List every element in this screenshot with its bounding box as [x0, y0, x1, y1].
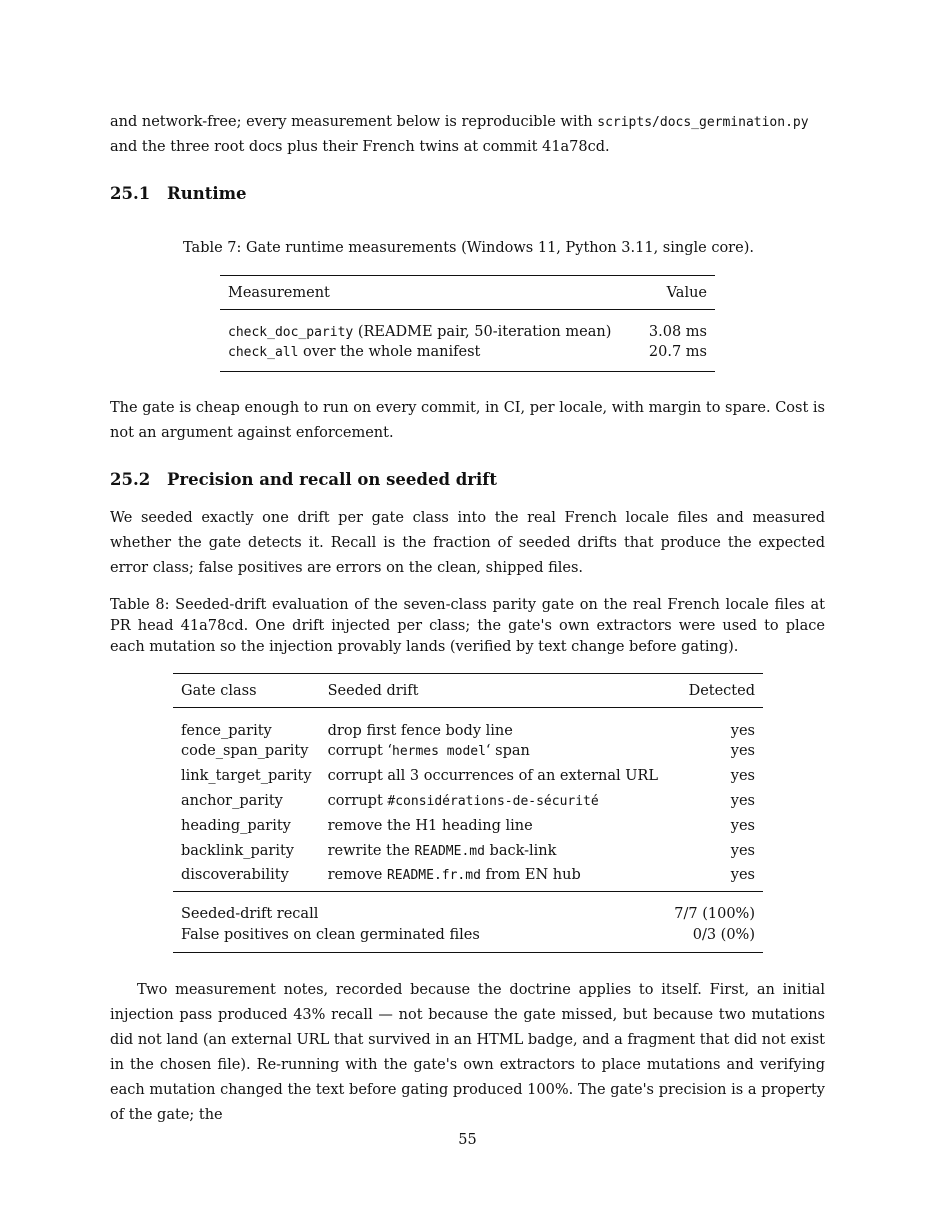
page-number: 55 [458, 1132, 477, 1148]
gate-class-cell: anchor_parity [181, 793, 283, 809]
seeded-drift-cell [320, 764, 667, 789]
function-name: check_all [228, 344, 299, 360]
drift-text: remove the H1 heading line [327, 818, 533, 834]
section-number: 25.2 [110, 470, 151, 489]
drift-text: rewrite the [327, 843, 415, 859]
gate-class-cell: code_span_parity [181, 743, 309, 759]
code-span: #considérations-de-sécurité [387, 794, 599, 809]
section-heading-runtime [110, 184, 247, 203]
summary-row [173, 925, 763, 953]
seeded-drift-cell [320, 739, 667, 764]
detected-cell: yes [730, 722, 755, 739]
table-row [220, 310, 715, 340]
table-row [173, 708, 763, 739]
gate-class-cell: fence_parity [181, 722, 272, 739]
table8-caption: Table 8: Seeded-drift evaluation of the seven-class parity gate on the real French locale files at PR head 41a78cd. One drift injected per class; the gate's own extractors were used to place each mutation so the injection provably lands (verified by text change before gating). [110, 597, 825, 655]
drift-text: corrupt [327, 793, 388, 809]
intro-paragraph [110, 110, 825, 160]
summary-label: Seeded-drift recall [181, 905, 319, 922]
section-title: Precision and recall on seeded drift [167, 470, 497, 489]
table-row [173, 839, 763, 864]
table-header-row [220, 276, 715, 310]
seeded-drift-cell [320, 814, 667, 839]
measurement-cell [220, 340, 638, 372]
section-number: 25.1 [110, 184, 151, 203]
code-span: README.md [414, 844, 485, 859]
column-header: Gate class [181, 682, 257, 699]
column-header: Detected [688, 682, 755, 699]
seeded-drift-cell [320, 864, 667, 892]
table7 [220, 275, 715, 372]
table-row [220, 340, 715, 372]
drift-text: ‘ span [485, 743, 530, 759]
section-heading-precision [110, 470, 497, 489]
drift-text: corrupt all 3 occurrences of an external URL [327, 768, 658, 784]
measurement-text: (README pair, 50-iteration mean) [353, 323, 612, 340]
seeded-drift-cell [320, 708, 667, 739]
runtime-paragraph: The gate is cheap enough to run on every commit, in CI, per locale, with margin to spare. Cost is not an argument against enforcement. [110, 400, 825, 441]
seeded-drift-cell [320, 789, 667, 814]
detected-cell: yes [730, 843, 755, 859]
detected-cell: yes [730, 818, 755, 834]
measurement-text: over the whole manifest [298, 343, 481, 360]
summary-label: False positives on clean germinated files [181, 926, 480, 943]
summary-row [173, 892, 763, 925]
code-span: README.fr.md [386, 867, 481, 883]
detected-cell: yes [730, 768, 755, 784]
table-row [173, 739, 763, 764]
table-row [173, 864, 763, 892]
intro-text-2: and the three root docs plus their French twins at commit 41a78cd. [110, 139, 610, 155]
summary-value: 0/3 (0%) [692, 926, 755, 943]
detected-cell: yes [730, 743, 755, 759]
table-row [173, 814, 763, 839]
drift-text: drop first fence body line [327, 722, 513, 739]
drift-text: from EN hub [480, 866, 581, 883]
column-header: Measurement [228, 284, 330, 301]
value-cell: 20.7 ms [648, 343, 707, 360]
table-row [173, 764, 763, 789]
gate-class-cell: link_target_parity [181, 768, 312, 784]
code-span: hermes model [392, 744, 486, 759]
gate-class-cell: heading_parity [181, 818, 291, 834]
detected-cell: yes [730, 793, 755, 809]
gate-class-cell: backlink_parity [181, 843, 294, 859]
value-cell: 3.08 ms [648, 323, 707, 340]
table8 [173, 673, 763, 953]
detected-cell: yes [730, 866, 755, 883]
summary-value: 7/7 (100%) [674, 905, 755, 922]
script-path: scripts/docs_germination.py [597, 115, 809, 130]
seeded-drift-cell [320, 839, 667, 864]
notes-paragraph: Two measurement notes, recorded because the doctrine applies to itself. First, an initial injection pass produced 43% recall — not because the gate missed, but because two mutations did not land (an external URL that survived in an HTML badge, and a fragment that did not exist in the chosen file). Re-running with the gate's own extractors to place mutations and verifying each mutation changed the text before gating produced 100%. The gate's precision is a property of the gate; the [110, 982, 825, 1123]
gate-class-cell: discoverability [181, 866, 289, 883]
table-header-row [173, 674, 763, 708]
column-header: Seeded drift [327, 682, 419, 699]
section-title: Runtime [167, 184, 247, 203]
drift-text: back-link [484, 843, 557, 859]
precision-paragraph: We seeded exactly one drift per gate class into the real French locale files and measured whether the gate detects it. Recall is the fraction of seeded drifts that produce the expected error class; false positives are errors on the clean, shipped files. [110, 510, 825, 576]
measurement-cell [220, 310, 638, 340]
table-row [173, 789, 763, 814]
column-header: Value [666, 284, 707, 301]
table7-caption: Table 7: Gate runtime measurements (Windows 11, Python 3.11, single core). [183, 240, 754, 256]
intro-text: and network-free; every measurement below is reproducible with [110, 114, 598, 130]
drift-text: remove [327, 866, 387, 883]
function-name: check_doc_parity [228, 324, 354, 340]
drift-text: corrupt ‘ [327, 743, 392, 759]
